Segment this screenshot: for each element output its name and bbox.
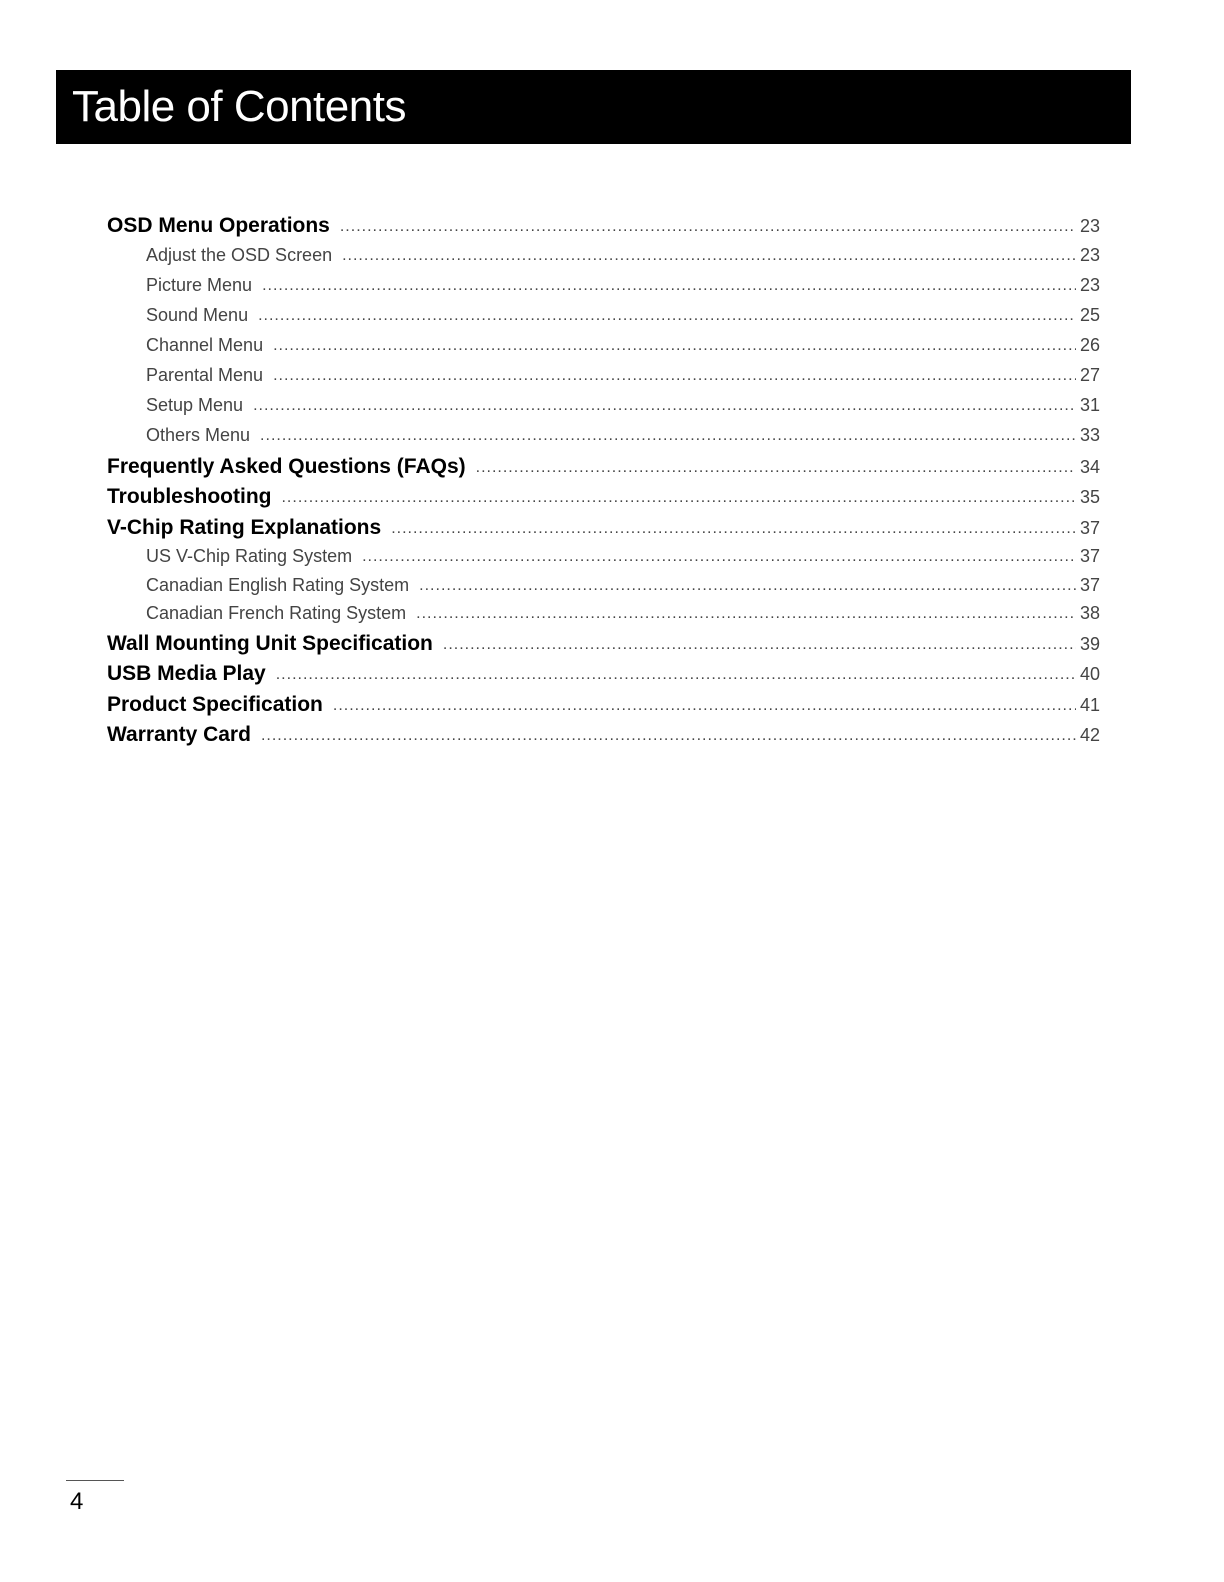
toc-entry-page: 25 [1079,304,1100,325]
toc-entry-page: 23 [1079,216,1100,236]
toc-entry-label: Parental Menu [146,364,264,385]
toc-entry-sound-menu[interactable] [107,305,1100,335]
dot-leader [276,666,1076,684]
toc-entry-label: Warranty Card [107,723,251,746]
dot-leader [258,307,1076,325]
dot-leader [333,697,1076,715]
toc-entry-label: Product Specification [107,692,323,716]
toc-entry-others-menu[interactable] [107,425,1100,455]
dot-leader [262,277,1076,295]
dot-leader [281,489,1075,507]
toc-entry-label: Sound Menu [146,304,249,325]
toc-entry-wall-mounting-unit-specification[interactable] [107,632,1100,663]
toc-entry-setup-menu[interactable] [107,395,1100,425]
dot-leader [261,727,1076,745]
toc-entry-warranty-card[interactable] [107,723,1100,754]
title-banner [56,70,1131,144]
dot-leader [476,459,1076,477]
toc-entry-label: Setup Menu [146,394,244,415]
toc-entry-page: 37 [1079,574,1100,595]
toc-entry-faqs[interactable] [107,455,1100,486]
toc-entry-page: 23 [1079,274,1100,295]
toc-entry-canadian-english-rating-system[interactable] [107,575,1100,604]
toc-entry-label: Frequently Asked Questions (FAQs) [107,454,466,478]
page-title: Table of Contents [72,82,406,131]
dot-leader [342,247,1076,265]
dot-leader [253,397,1076,415]
toc-entry-usb-media-play[interactable] [107,662,1100,693]
toc-entry-canadian-french-rating-system[interactable] [107,603,1100,632]
toc-entry-page: 38 [1079,603,1100,623]
toc-entry-troubleshooting[interactable] [107,485,1100,516]
toc-entry-page: 37 [1079,517,1100,538]
toc-entry-label: Others Menu [146,424,251,445]
toc-entry-v-chip-rating-explanations[interactable] [107,516,1100,547]
toc-entry-page: 34 [1079,456,1100,477]
dot-leader [273,337,1076,355]
footer-divider [66,1480,124,1481]
toc-entry-page: 26 [1079,334,1100,355]
dot-leader [340,218,1076,236]
table-of-contents [107,214,1100,754]
page-number: 4 [70,1488,84,1515]
toc-entry-page: 37 [1079,546,1100,566]
dot-leader [443,636,1076,654]
dot-leader [391,520,1076,538]
toc-entry-page: 35 [1079,487,1100,507]
toc-entry-label: Picture Menu [146,274,253,295]
toc-entry-parental-menu[interactable] [107,365,1100,395]
toc-entry-label: Channel Menu [146,334,264,355]
toc-entry-page: 33 [1079,424,1100,445]
toc-entry-channel-menu[interactable] [107,335,1100,365]
toc-entry-page: 31 [1079,394,1100,415]
toc-entry-label: Canadian English Rating System [146,574,410,595]
toc-entry-picture-menu[interactable] [107,275,1100,305]
toc-entry-label: US V-Chip Rating System [146,546,353,566]
toc-entry-label: Canadian French Rating System [146,603,407,623]
dot-leader [362,548,1076,566]
dot-leader [273,367,1076,385]
toc-entry-label: Wall Mounting Unit Specification [107,631,433,655]
dot-leader [419,577,1076,595]
dot-leader [416,605,1076,623]
dot-leader [260,427,1076,445]
toc-entry-page: 23 [1079,244,1100,265]
toc-entry-us-v-chip-rating-system[interactable] [107,546,1100,575]
toc-entry-label: OSD Menu Operations [107,214,330,237]
toc-entry-label: V-Chip Rating Explanations [107,515,382,539]
toc-entry-label: USB Media Play [107,662,266,685]
toc-entry-label: Troubleshooting [107,485,272,508]
toc-entry-page: 27 [1079,364,1100,385]
toc-entry-page: 42 [1079,725,1100,745]
toc-entry-page: 39 [1079,633,1100,654]
toc-entry-osd-menu-operations[interactable] [107,214,1100,245]
toc-entry-label: Adjust the OSD Screen [146,244,333,265]
toc-entry-page: 41 [1079,694,1100,715]
toc-entry-page: 40 [1079,664,1100,684]
toc-entry-product-specification[interactable] [107,693,1100,724]
toc-entry-adjust-the-osd-screen[interactable] [107,245,1100,275]
